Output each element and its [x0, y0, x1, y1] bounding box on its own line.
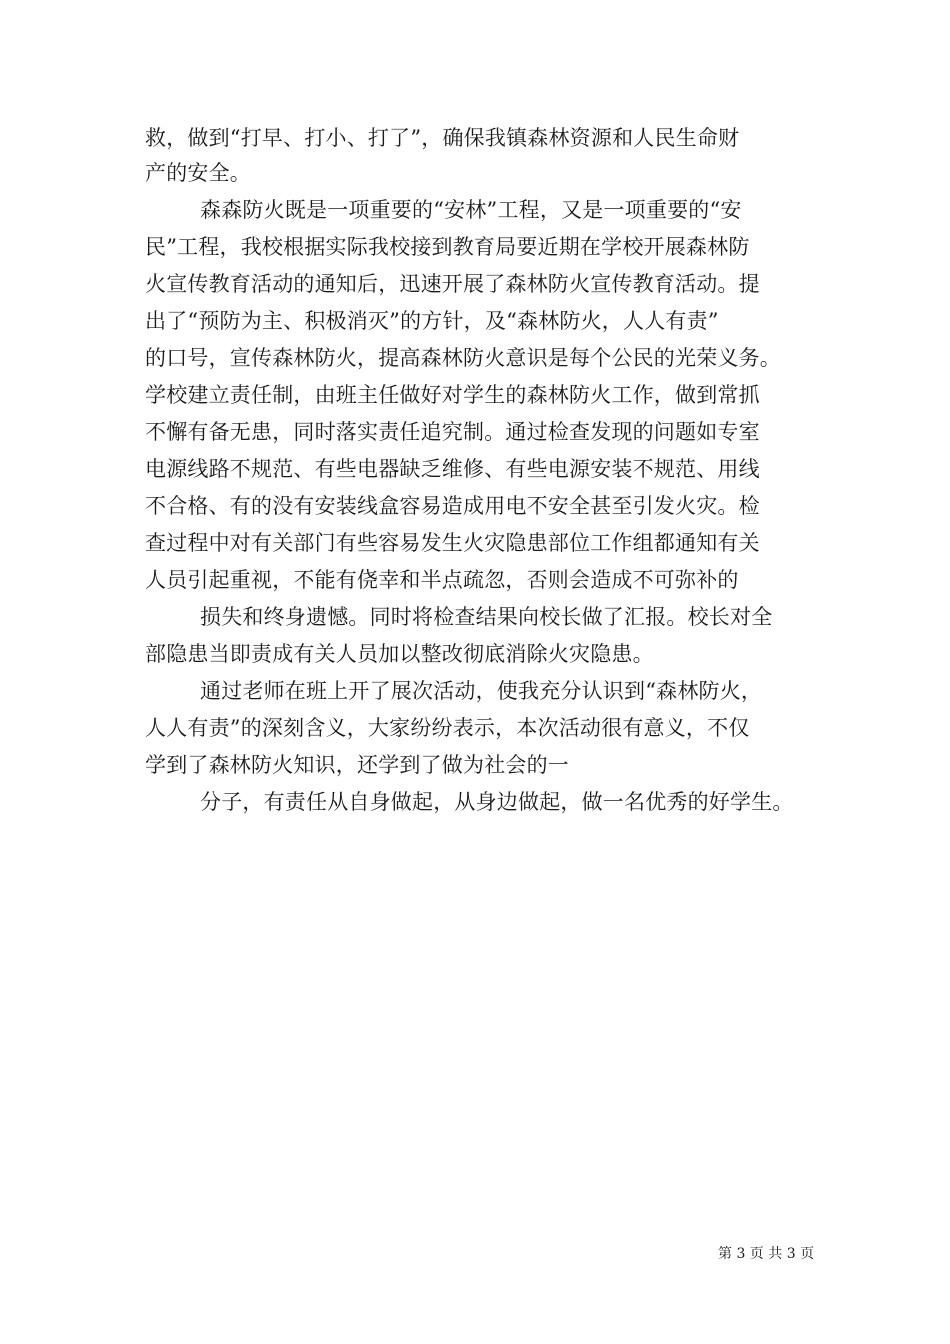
text-line: 通过老师在班上开了展次活动，使我充分认识到“森林防火， — [200, 679, 763, 703]
text-line: 学校建立责任制，由班主任做好对学生的森林防火工作，做到常抓 — [145, 383, 760, 407]
text-line: 人员引起重视，不能有侥幸和半点疏忽，否则会造成不可弥补的 — [145, 568, 739, 592]
text-line: 部隐患当即责成有关人员加以整改彻底消除火灾隐患。 — [145, 642, 654, 666]
text-line: 出了“预防为主、积极消灭”的方针，及“森林防火，人人有责” — [145, 309, 719, 333]
text-line: 查过程中对有关部门有些容易发生火灾隐患部位工作组都通知有关 — [145, 531, 760, 555]
text-line: 不懈有备无患，同时落实责任追究制。通过检查发现的问题如专室 — [145, 420, 760, 444]
text-line: 不合格、有的没有安装线盒容易造成用电不安全甚至引发火灾。检 — [145, 494, 760, 518]
text-line: 火宣传教育活动的通知后，迅速开展了森林防火宣传教育活动。提 — [145, 272, 760, 296]
text-line: 学到了森林防火知识，还学到了做为社会的一 — [145, 753, 569, 777]
text-line: 分子，有责任从自身做起，从身边做起，做一名优秀的好学生。 — [200, 790, 794, 814]
page-number-footer: 第 3 页 共 3 页 — [718, 1246, 815, 1262]
text-line: 电源线路不规范、有些电器缺乏维修、有些电源安装不规范、用线 — [145, 457, 760, 481]
text-line: 救，做到“打早、打小、打了”，确保我镇森林资源和人民生命财 — [145, 126, 740, 150]
text-line: 森森防火既是一项重要的“安林”工程，又是一项重要的“安 — [200, 198, 742, 222]
text-line: 人人有责”的深刻含义，大家纷纷表示，本次活动很有意义，不仅 — [145, 716, 750, 740]
text-line: 产的安全。 — [145, 161, 251, 185]
text-line: 损失和终身遗憾。同时将检查结果向校长做了汇报。校长对全 — [200, 605, 773, 629]
text-line: 民”工程，我校根据实际我校接到教育局要近期在学校开展森林防 — [145, 235, 750, 259]
text-line: 的口号，宣传森林防火，提高森林防火意识是每个公民的光荣义务。 — [145, 346, 781, 370]
